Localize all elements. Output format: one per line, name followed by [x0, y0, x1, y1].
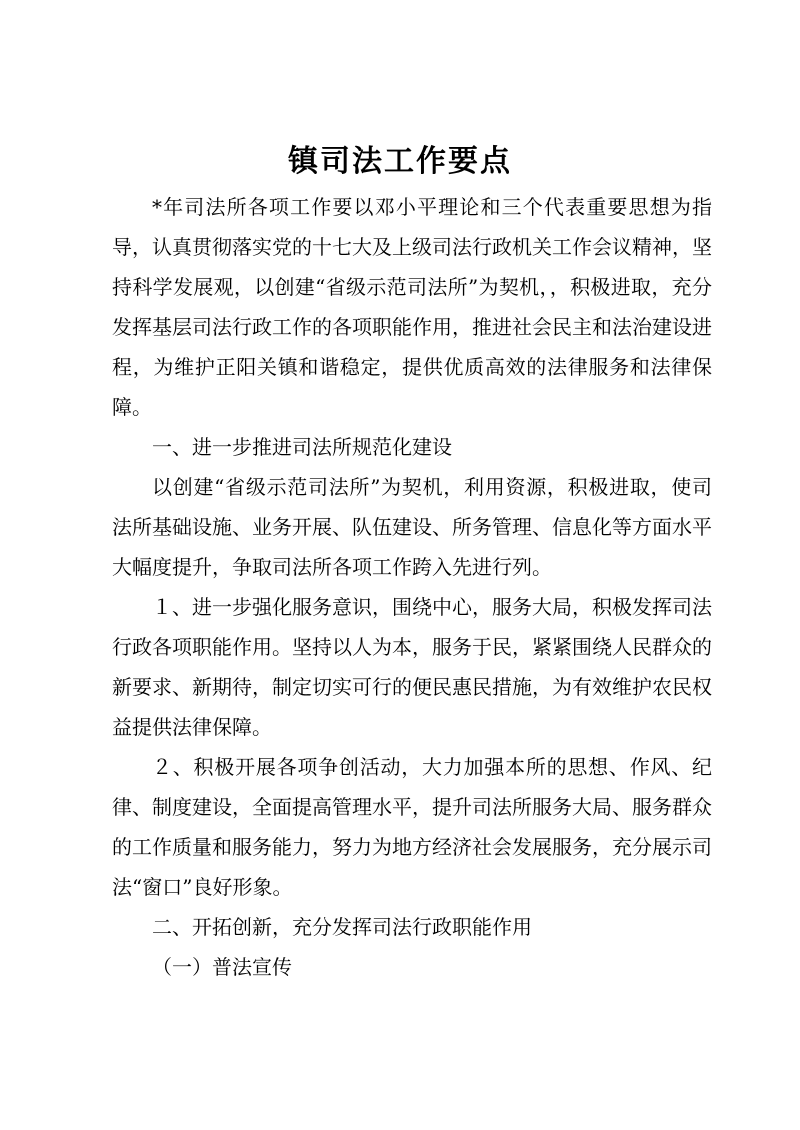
document-title: 镇司法工作要点 — [288, 144, 512, 179]
paragraph-item-2: ２、积极开展各项争创活动，大力加强本所的思想、作风、纪律、制度建设，全面提高管理水平，提升司法所服务大局、服务群众的工作质量和服务能力，努力为地方经济社会发展服务，充分展示司法“窗口”良好形象。 — [112, 755, 712, 899]
section-heading-1: 一、进一步推进司法所规范化建设 — [152, 435, 452, 459]
subsection-heading-1: （一）普法宣传 — [152, 955, 292, 979]
paragraph-intro: *年司法所各项工作要以邓小平理论和三个代表重要思想为指导，认真贯彻落实党的十七大及上级司法行政机关工作会议精神，坚持科学发展观，以创建“省级示范司法所”为契机，，积极进取，充分发挥基层司法行政工作的各项职能作用，推进社会民主和法治建设进程，为维护正阳关镇和谐稳定，提供优质高效的法律服务和法律保障。 — [112, 195, 712, 419]
paragraph-item-1: １、进一步强化服务意识，围绕中心，服务大局，积极发挥司法行政各项职能作用。坚持以人为本，服务于民，紧紧围绕人民群众的新要求、新期待，制定切实可行的便民惠民措施，为有效维护农民权益提供法律保障。 — [112, 595, 712, 739]
paragraph-section-1: 以创建“省级示范司法所”为契机，利用资源，积极进取，使司法所基础设施、业务开展、队伍建设、所务管理、信息化等方面水平大幅度提升，争取司法所各项工作跨入先进行列。 — [112, 475, 712, 579]
section-heading-2: 二、开拓创新，充分发挥司法行政职能作用 — [152, 915, 532, 939]
